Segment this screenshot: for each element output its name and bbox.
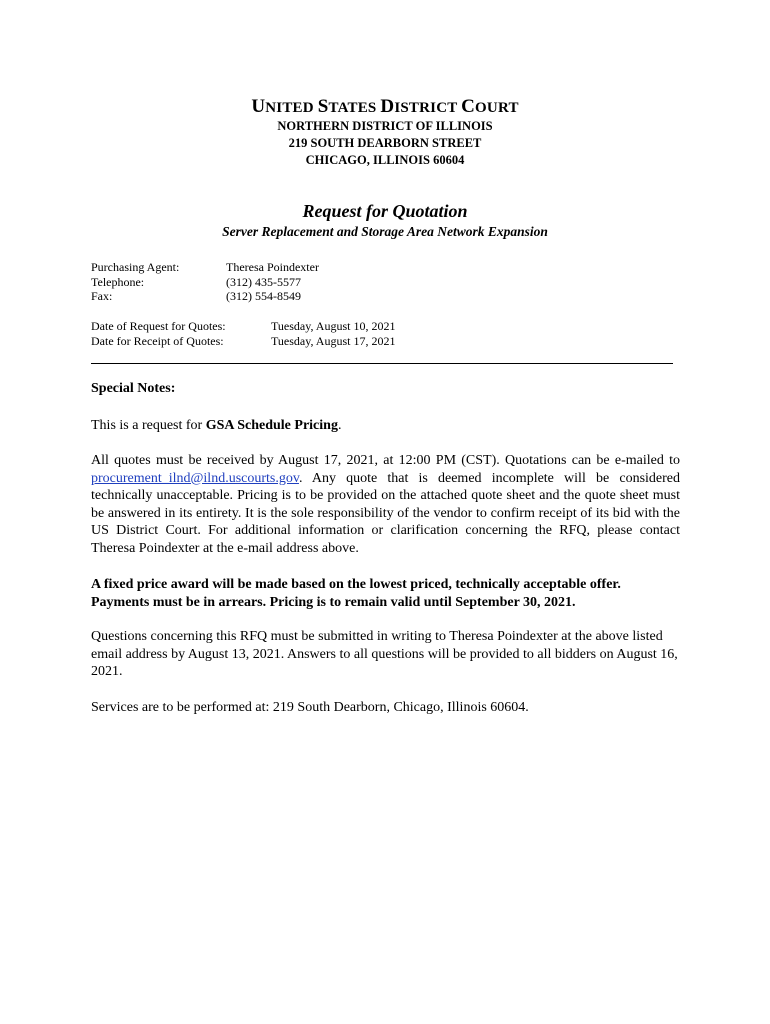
agent-value: Theresa Poindexter bbox=[226, 260, 319, 274]
fax-value: (312) 554-8549 bbox=[226, 289, 301, 303]
date-info bbox=[91, 319, 395, 348]
award-line-2: Payments must be in arrears. Pricing is to remain valid until September 30, 2021. bbox=[91, 594, 576, 610]
rfq-subtitle: Server Replacement and Storage Area Network Expansion bbox=[222, 224, 548, 239]
quotes-text-end: . Any quote that is deemed incomplete will be considered technically unacceptable. Pricing is to be provided on the attached quote sheet and the quote sheet must be answered in its entirety. It is the sole responsibility of the vendor to confirm receipt of its bid with the US District Court. For additional information or clarification concerning the RFQ, please contact Theresa Poindexter at the e-mail address above. bbox=[91, 470, 680, 556]
award-paragraph bbox=[91, 576, 680, 611]
fax-row bbox=[91, 289, 319, 304]
city-line: CHICAGO, ILLINOIS 60604 bbox=[305, 153, 465, 167]
court-title-part: OURT bbox=[475, 100, 519, 116]
court-title-initial-d: D bbox=[380, 96, 395, 117]
rfq-title: Request for Quotation bbox=[302, 201, 468, 221]
phone-value: (312) 435-5577 bbox=[226, 274, 301, 289]
award-line-1: A fixed price award will be made based on the lowest priced, technically acceptable offer. bbox=[91, 577, 621, 592]
court-title bbox=[0, 96, 770, 118]
receipt-date-value: Tuesday, August 17, 2021 bbox=[271, 333, 396, 348]
request-date-value: Tuesday, August 10, 2021 bbox=[271, 319, 396, 333]
quotes-paragraph bbox=[91, 452, 680, 558]
district-line: NORTHERN DISTRICT OF ILLINOIS bbox=[277, 119, 493, 133]
gsa-text-end: . bbox=[337, 418, 342, 433]
court-title-initial-u: U bbox=[251, 96, 266, 117]
special-notes-heading: Special Notes: bbox=[91, 381, 176, 396]
contact-info bbox=[91, 260, 319, 304]
gsa-bold-text: GSA Schedule Pricing bbox=[205, 418, 338, 433]
court-title-initial-c: C bbox=[461, 96, 476, 117]
gsa-text: This is a request for bbox=[91, 418, 206, 433]
request-date-label: Date of Request for Quotes: bbox=[91, 319, 226, 333]
receipt-date-row bbox=[91, 334, 395, 349]
fax-label: Fax: bbox=[91, 289, 113, 303]
phone-row bbox=[91, 275, 319, 290]
services-paragraph: Services are to be performed at: 219 South Dearborn, Chicago, Illinois 60604. bbox=[91, 700, 529, 715]
court-title-initial-s: S bbox=[317, 96, 329, 117]
agent-label: Purchasing Agent: bbox=[91, 260, 180, 274]
receipt-date-label: Date for Receipt of Quotes: bbox=[91, 333, 224, 348]
gsa-paragraph bbox=[91, 417, 680, 435]
procurement-email-link[interactable]: procurement_ilnd@ilnd.uscourts.gov bbox=[91, 470, 299, 486]
request-date-row bbox=[91, 319, 395, 334]
quotes-text: All quotes must be received by August 17, 2021, at 12:00 PM (CST). Quotations can be e-mailed to bbox=[91, 453, 680, 468]
court-title-part: ISTRICT bbox=[394, 100, 458, 116]
horizontal-divider bbox=[91, 363, 673, 364]
court-title-part: TATES bbox=[328, 100, 377, 116]
questions-paragraph: Questions concerning this RFQ must be submitted in writing to Theresa Poindexter at the above listed email address by August 13, 2021. Answers to all questions will be provided to all bidders on August 16, 2021. bbox=[91, 629, 678, 680]
court-address bbox=[0, 118, 770, 169]
agent-row bbox=[91, 260, 319, 275]
street-line: 219 SOUTH DEARBORN STREET bbox=[288, 136, 482, 150]
court-title-part: NITED bbox=[265, 100, 314, 116]
phone-label: Telephone: bbox=[91, 274, 145, 289]
